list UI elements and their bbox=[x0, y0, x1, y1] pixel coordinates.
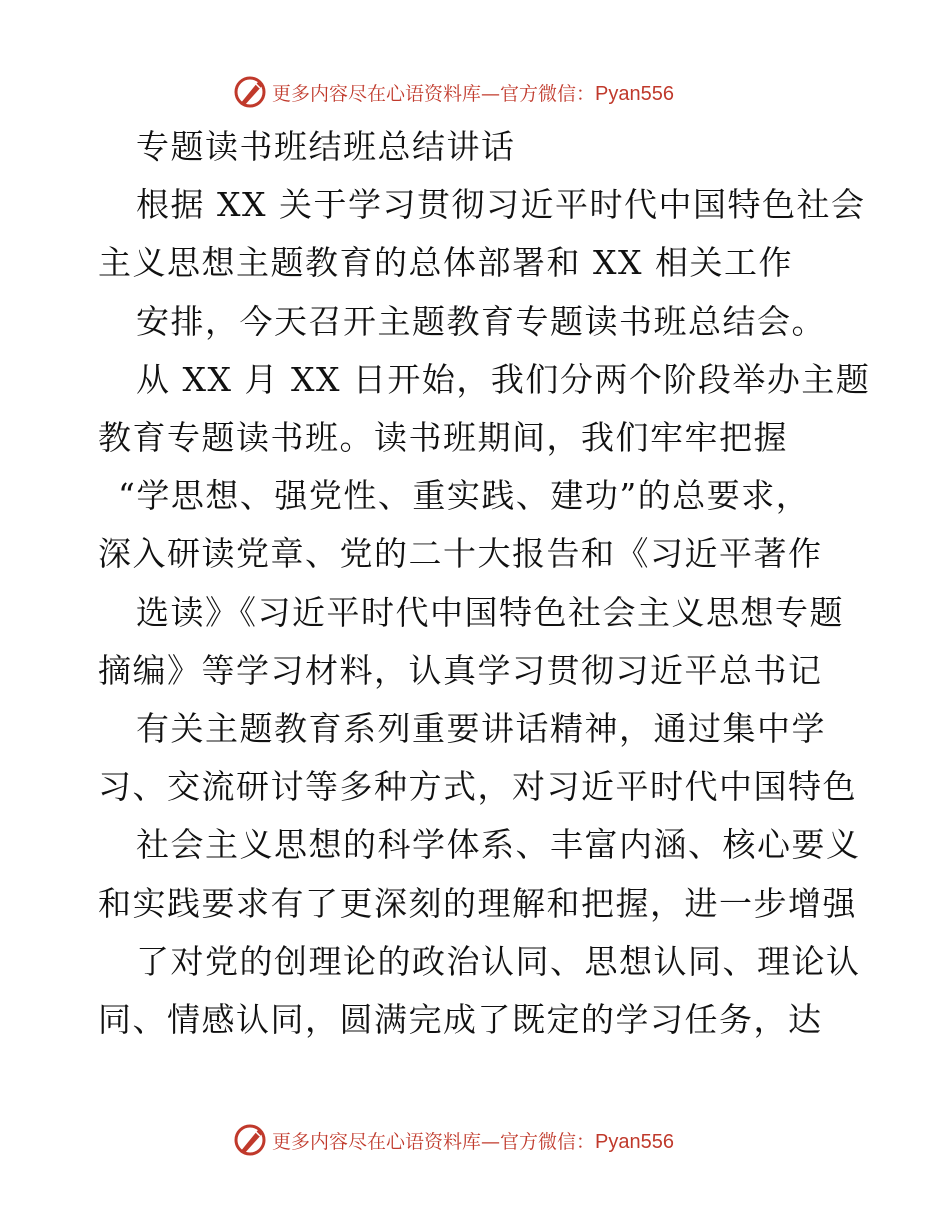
doc-line: 有关主题教育系列重要讲话精神，通过集中学 bbox=[136, 709, 826, 748]
banner-separator: — bbox=[481, 82, 501, 105]
doc-line: 选读》《习近平时代中国特色社会主义思想专题 bbox=[136, 593, 844, 632]
doc-line: 摘编》等学习材料，认真学习贯彻习近平总书记 bbox=[98, 651, 823, 690]
doc-line: 同、情感认同，圆满完成了既定的学习任务，达 bbox=[98, 1000, 823, 1039]
doc-line: 社会主义思想的科学体系、丰富内涵、核心要义 bbox=[136, 825, 861, 864]
doc-line: “学思想、强党性、重实践、建功”的总要求， bbox=[118, 476, 811, 515]
doc-line: 深入研读党章、党的二十大报告和《习近平著作 bbox=[98, 534, 823, 573]
doc-line: 根据 XX 关于学习贯彻习近平时代中国特色社会 bbox=[136, 185, 866, 224]
doc-line: 安排，今天召开主题教育专题读书班总结会。 bbox=[136, 302, 826, 341]
banner-slogan: 更多内容尽在心语资料库 bbox=[272, 1130, 482, 1153]
doc-line: 习、交流研讨等多种方式，对习近平时代中国特色 bbox=[98, 767, 857, 806]
banner-slogan: 更多内容尽在心语资料库 bbox=[272, 82, 482, 105]
doc-line: 和实践要求有了更深刻的理解和把握，进一步增强 bbox=[98, 884, 857, 923]
doc-line: 了对党的创理论的政治认同、思想认同、理论认 bbox=[136, 942, 861, 981]
doc-title: 专题读书班结班总结讲话 bbox=[136, 127, 516, 166]
banner-wechat-label: 官方微信： bbox=[500, 82, 596, 105]
doc-line: 教育专题读书班。读书班期间，我们牢牢把握 bbox=[98, 418, 788, 457]
header-banner bbox=[232, 72, 674, 112]
banner-separator: — bbox=[481, 1130, 501, 1153]
doc-line: 主义思想主题教育的总体部署和 XX 相关工作 bbox=[98, 243, 793, 282]
banner-wechat-id: Pyan556 bbox=[595, 82, 674, 105]
quill-pen-logo-icon bbox=[232, 74, 268, 110]
footer-banner bbox=[232, 1120, 674, 1160]
doc-line: 从 XX 月 XX 日开始，我们分两个阶段举办主题 bbox=[136, 360, 871, 399]
banner-text bbox=[272, 79, 674, 106]
quill-pen-logo-icon bbox=[232, 1122, 268, 1158]
banner-wechat-id: Pyan556 bbox=[595, 1130, 674, 1153]
banner-text bbox=[272, 1127, 674, 1154]
banner-wechat-label: 官方微信： bbox=[500, 1130, 596, 1153]
